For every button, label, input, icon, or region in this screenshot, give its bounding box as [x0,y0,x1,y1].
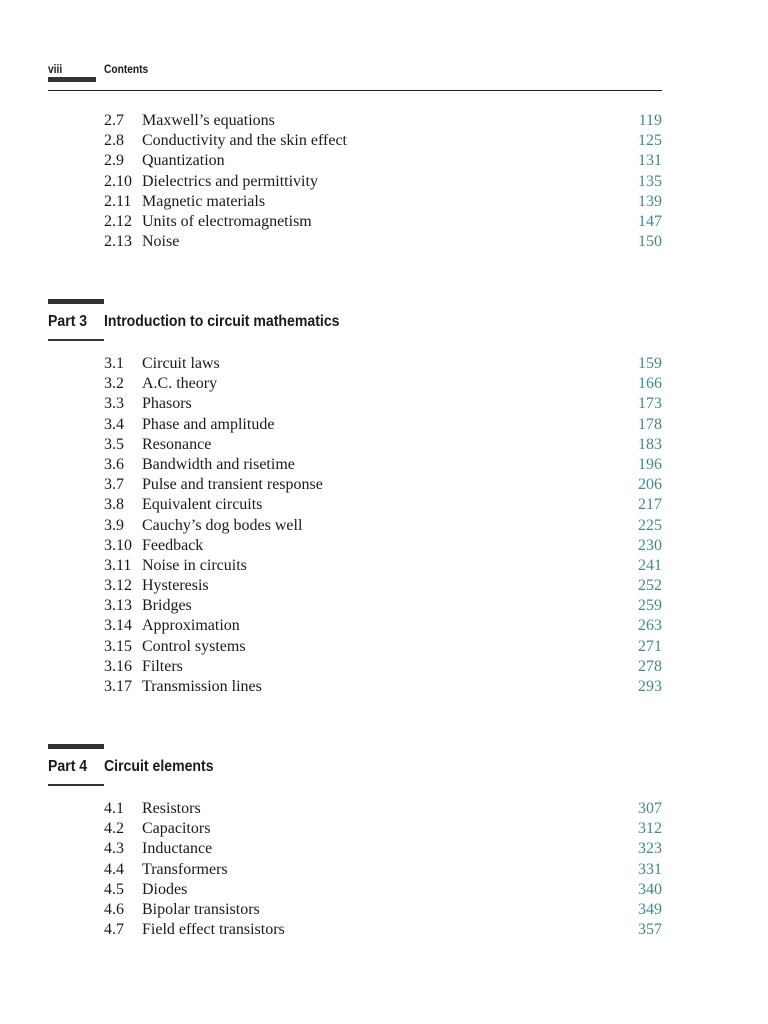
entry-number: 2.11 [104,192,132,210]
entry-page-link[interactable]: 206 [638,476,662,494]
toc-entry[interactable] [104,435,662,455]
entry-title: Circuit laws [142,355,220,372]
entry-page-link[interactable]: 183 [638,435,662,453]
toc-entry[interactable] [104,111,662,131]
entry-title: Capacitors [142,820,211,838]
toc-entry[interactable] [104,212,662,232]
entry-page-link[interactable]: 159 [638,355,662,372]
entry-title: Quantization [142,152,225,170]
part-4-heading [48,744,662,788]
toc-entry[interactable] [104,516,662,536]
entry-title: Transformers [142,860,228,878]
entry-title: Equivalent circuits [142,496,263,514]
entry-title: Hysteresis [142,577,209,595]
part-top-rule [48,744,104,749]
entry-page-link[interactable]: 230 [638,536,662,554]
entry-page-link[interactable]: 147 [638,212,662,230]
entry-title: Maxwell’s equations [142,112,275,129]
entry-page-link[interactable]: 357 [638,921,662,939]
entry-number: 2.7 [104,112,124,129]
entry-page-link[interactable]: 259 [638,597,662,615]
entry-number: 3.2 [104,375,124,393]
toc-entry[interactable] [104,677,662,697]
entry-title: Bridges [142,597,192,615]
entry-page-link[interactable]: 196 [638,455,662,473]
toc-entry[interactable] [104,799,662,819]
toc-entry[interactable] [104,475,662,495]
entry-title: Noise in circuits [142,556,247,574]
entry-title: Transmission lines [142,678,262,695]
entry-page-link[interactable]: 252 [638,577,662,595]
entry-title: Cauchy’s dog bodes well [142,516,303,534]
entry-number: 3.14 [104,617,132,635]
entry-number: 2.9 [104,152,124,170]
part-label: Part 4 [48,758,88,775]
toc-entry[interactable] [104,354,662,374]
entry-page-link[interactable]: 271 [638,637,662,655]
entry-number: 3.13 [104,597,132,615]
entry-number: 3.12 [104,577,132,595]
entry-page-link[interactable]: 119 [638,112,662,129]
toc-entry[interactable] [104,920,662,940]
toc-entry[interactable] [104,576,662,596]
entry-number: 2.10 [104,172,132,190]
entry-number: 3.3 [104,395,124,413]
entry-number: 4.6 [104,900,124,918]
part-top-rule [48,299,104,304]
entry-title: A.C. theory [142,375,218,393]
toc-entry[interactable] [104,657,662,677]
toc-entry[interactable] [104,131,662,151]
entry-title: Bandwidth and risetime [142,455,295,473]
toc-section-2-list [104,111,662,252]
entry-number: 3.16 [104,657,132,675]
toc-entry[interactable] [104,232,662,252]
entry-title: Phase and amplitude [142,415,275,433]
toc-entry[interactable] [104,900,662,920]
entry-page-link[interactable]: 323 [638,840,662,858]
entry-number: 3.7 [104,476,124,494]
entry-page-link[interactable]: 173 [638,395,662,413]
toc-entry[interactable] [104,151,662,171]
part-label: Part 3 [48,313,88,330]
entry-title: Resistors [142,800,201,817]
entry-page-link[interactable]: 135 [638,172,662,190]
entry-title: Pulse and transient response [142,476,323,494]
entry-title: Dielectrics and permittivity [142,172,318,190]
toc-part-4-list [104,799,662,940]
entry-page-link[interactable]: 307 [638,800,662,817]
part-bottom-rule [48,784,104,786]
entry-page-link[interactable]: 293 [638,678,662,695]
entry-number: 3.4 [104,415,124,433]
entry-title: Phasors [142,395,192,413]
toc-entry[interactable] [104,616,662,636]
entry-page-link[interactable]: 278 [638,657,662,675]
entry-page-link[interactable]: 131 [638,152,662,170]
entry-title: Approximation [142,617,240,635]
toc-entry[interactable] [104,839,662,859]
entry-title: Bipolar transistors [142,900,260,918]
entry-number: 3.9 [104,516,124,534]
toc-entry[interactable] [104,415,662,435]
page-number: viii [48,62,63,76]
entry-page-link[interactable]: 331 [638,860,662,878]
toc-entry[interactable] [104,819,662,839]
part-bottom-rule [48,339,104,341]
toc-entry[interactable] [104,556,662,576]
entry-page-link[interactable]: 312 [638,820,662,838]
toc-entry[interactable] [104,637,662,657]
toc-entry[interactable] [104,394,662,414]
entry-page-link[interactable]: 241 [638,556,662,574]
entry-title: Inductance [142,840,213,858]
part-title: Circuit elements [104,758,214,775]
entry-number: 4.4 [104,860,124,878]
entry-number: 3.11 [104,556,132,574]
entry-number: 3.17 [104,678,132,695]
entry-title: Resonance [142,435,212,453]
entry-number: 3.10 [104,536,132,554]
entry-page-link[interactable]: 139 [638,192,662,210]
entry-page-link[interactable]: 166 [638,375,662,393]
entry-number: 3.15 [104,637,132,655]
entry-number: 3.1 [104,355,124,372]
entry-number: 4.1 [104,800,124,817]
entry-number: 4.5 [104,880,124,898]
entry-page-link[interactable]: 225 [638,516,662,534]
entry-title: Filters [142,657,183,675]
entry-page-link[interactable]: 150 [638,233,662,251]
toc-part-3-list [104,354,662,697]
header-accent-bar [48,77,96,82]
entry-number: 4.3 [104,840,124,858]
entry-title: Control systems [142,637,246,655]
toc-entry[interactable] [104,192,662,212]
entry-page-link[interactable]: 217 [638,496,662,514]
entry-page-link[interactable]: 340 [638,880,662,898]
running-title: Contents [104,62,149,76]
entry-title: Conductivity and the skin effect [142,132,347,150]
toc-entry[interactable] [104,495,662,515]
entry-number: 4.7 [104,921,124,939]
entry-page-link[interactable]: 178 [638,415,662,433]
part-title: Introduction to circuit mathematics [104,313,340,330]
part-3-heading [48,299,662,343]
entry-title: Feedback [142,536,204,554]
entry-page-link[interactable]: 349 [638,900,662,918]
toc-entry[interactable] [104,596,662,616]
entry-number: 4.2 [104,820,124,838]
entry-page-link[interactable]: 263 [638,617,662,635]
entry-title: Diodes [142,880,188,898]
toc-entry[interactable] [104,880,662,900]
entry-number: 3.8 [104,496,124,514]
toc-entry[interactable] [104,536,662,556]
toc-entry[interactable] [104,455,662,475]
entry-page-link[interactable]: 125 [638,132,662,150]
entry-title: Field effect transistors [142,921,285,939]
entry-number: 2.12 [104,212,132,230]
entry-number: 2.8 [104,132,124,150]
entry-title: Units of electromagnetism [142,212,312,230]
entry-number: 2.13 [104,233,132,251]
entry-title: Noise [142,233,180,251]
entry-number: 3.6 [104,455,124,473]
toc-entry[interactable] [104,172,662,192]
entry-title: Magnetic materials [142,192,266,210]
running-header [48,62,662,91]
entry-number: 3.5 [104,435,124,453]
toc-entry[interactable] [104,374,662,394]
toc-entry[interactable] [104,860,662,880]
